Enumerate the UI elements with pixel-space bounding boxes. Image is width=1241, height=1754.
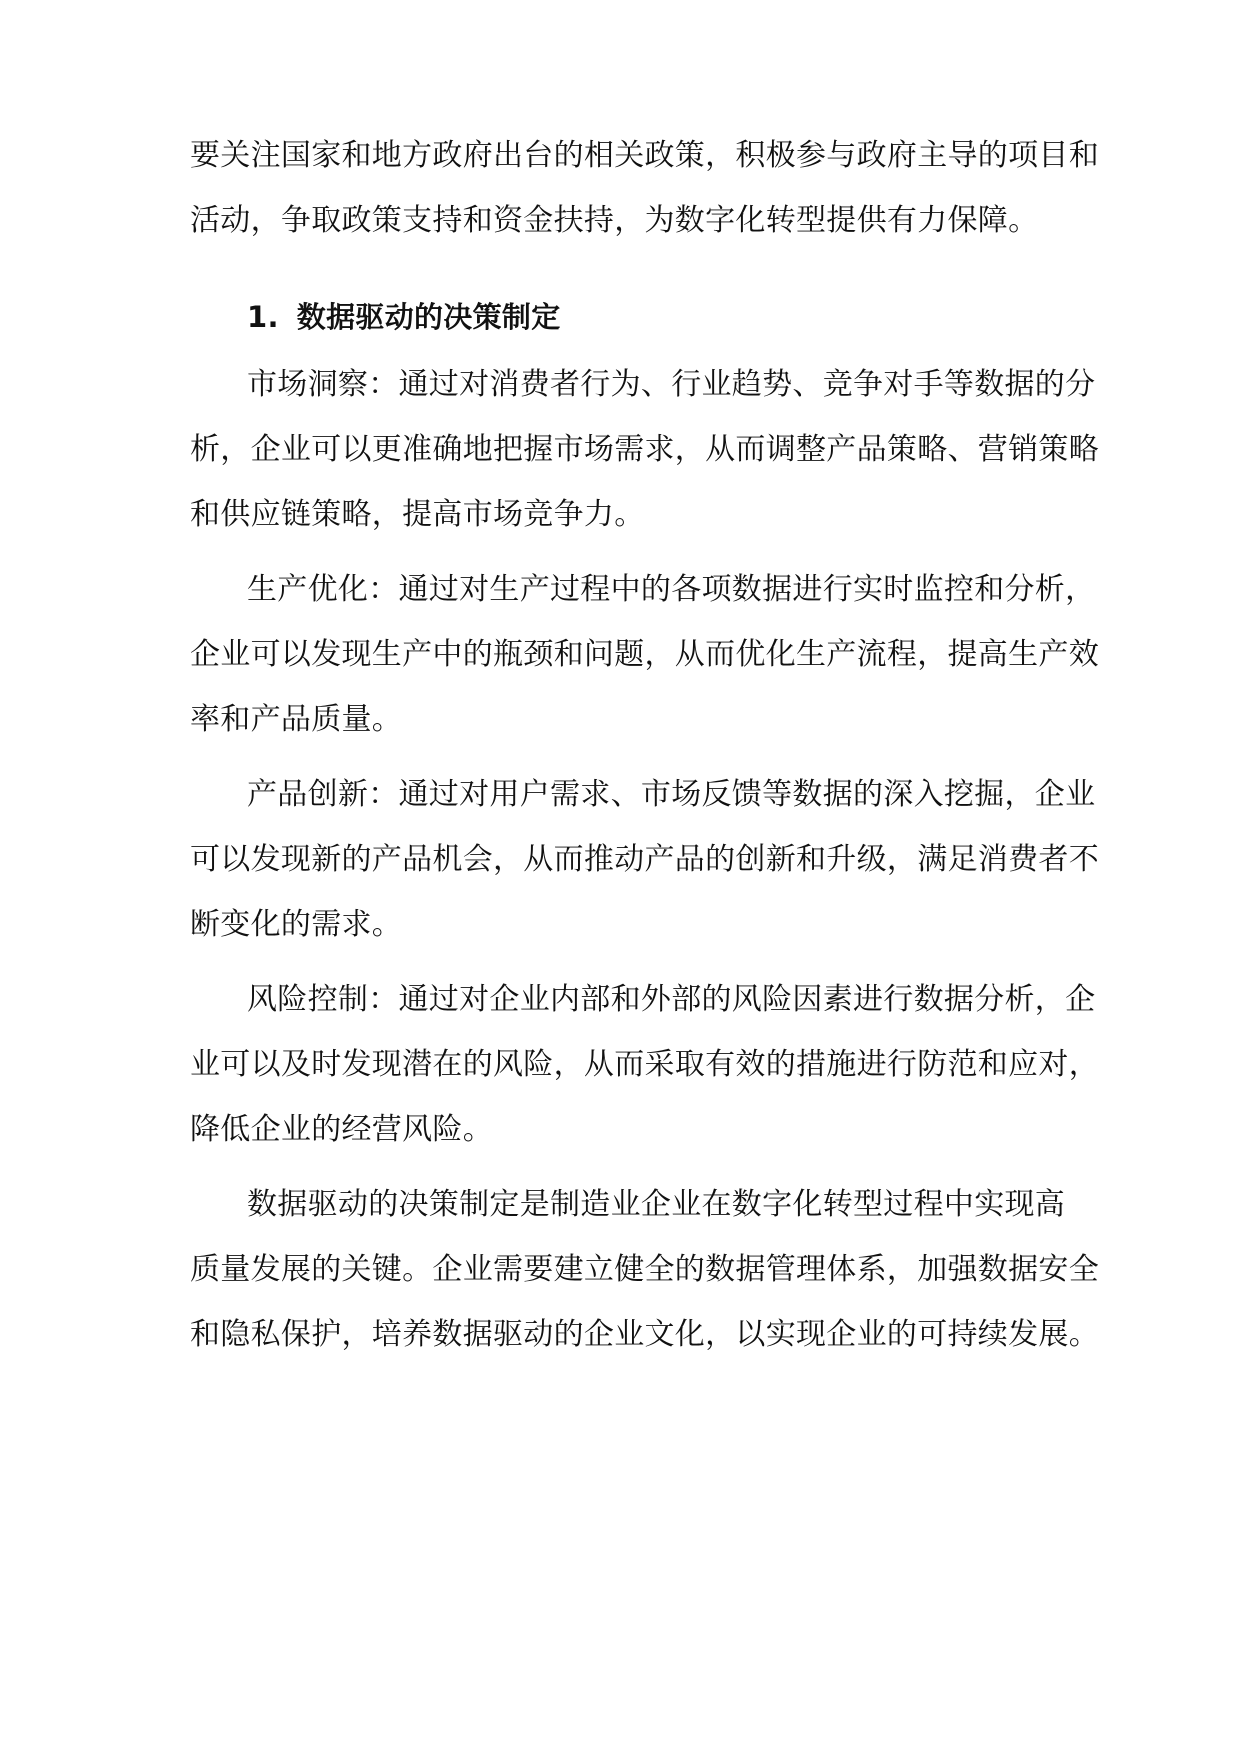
text-line: 降低企业的经营风险。 (190, 1112, 493, 1147)
text-line: 和供应链策略，提高市场竞争力。 (190, 497, 645, 532)
heading-number: 1. (247, 300, 279, 334)
text-line: 生产优化：通过对生产过程中的各项数据进行实时监控和分析， (247, 572, 1096, 607)
text-line: 业可以及时发现潜在的风险，从而采取有效的措施进行防范和应对， (190, 1047, 1099, 1082)
text-line: 风险控制：通过对企业内部和外部的风险因素进行数据分析，企 (247, 982, 1096, 1017)
text-line: 断变化的需求。 (190, 907, 403, 942)
text-line: 要关注国家和地方政府出台的相关政策，积极参与政府主导的项目和 (190, 138, 1099, 173)
text-line: 质量发展的关键。企业需要建立健全的数据管理体系，加强数据安全 (190, 1252, 1099, 1287)
heading-title: 数据驱动的决策制定 (296, 300, 561, 334)
text-line: 和隐私保护，培养数据驱动的企业文化，以实现企业的可持续发展。 (190, 1317, 1099, 1352)
section-heading (247, 297, 561, 337)
text-line: 率和产品质量。 (190, 702, 403, 737)
text-line: 产品创新：通过对用户需求、市场反馈等数据的深入挖掘，企业 (247, 777, 1096, 812)
text-line: 企业可以发现生产中的瓶颈和问题，从而优化生产流程，提高生产效 (190, 637, 1099, 672)
text-line: 市场洞察：通过对消费者行为、行业趋势、竞争对手等数据的分 (247, 367, 1096, 402)
text-line: 活动，争取政策支持和资金扶持，为数字化转型提供有力保障。 (190, 203, 1039, 238)
text-line: 可以发现新的产品机会，从而推动产品的创新和升级，满足消费者不 (190, 842, 1099, 877)
text-line: 析，企业可以更准确地把握市场需求，从而调整产品策略、营销策略 (190, 432, 1099, 467)
text-line: 数据驱动的决策制定是制造业企业在数字化转型过程中实现高 (247, 1187, 1066, 1222)
